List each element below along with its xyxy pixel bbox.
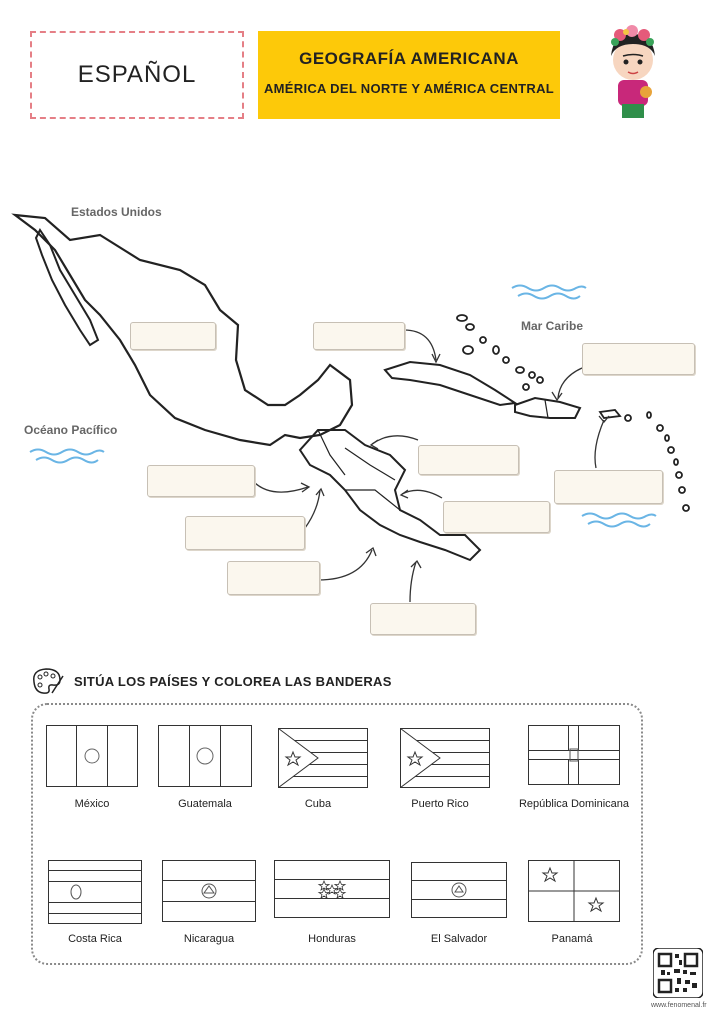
flag-label-puerto-rico: Puerto Rico <box>411 798 469 810</box>
answer-box-el-salvador[interactable] <box>185 516 305 550</box>
puerto-rico-outline <box>600 410 620 418</box>
answer-box-cuba[interactable] <box>313 322 405 350</box>
flag-label-el-salvador: El Salvador <box>430 933 488 945</box>
flag-label-guatemala: Guatemala <box>178 798 232 810</box>
flag-panama[interactable] <box>528 860 620 922</box>
answer-box-costa-rica[interactable] <box>227 561 320 595</box>
language-label: ESPAÑOL <box>30 31 244 119</box>
flag-cuba[interactable] <box>278 728 368 788</box>
page-title: GEOGRAFÍA AMERICANA <box>299 49 519 68</box>
answer-box-panama[interactable] <box>370 603 476 635</box>
flag-label-honduras: Honduras <box>308 933 356 945</box>
flag-costa-rica[interactable] <box>48 860 142 924</box>
answer-box-guatemala[interactable] <box>147 465 255 497</box>
flag-nicaragua[interactable] <box>162 860 256 922</box>
mascot-illustration <box>598 20 668 124</box>
flag-label-costa-rica: Costa Rica <box>68 933 122 945</box>
answer-box-honduras[interactable] <box>418 445 519 475</box>
flag-label-panama: Panamá <box>551 933 593 945</box>
answer-box-puerto-rico[interactable] <box>554 470 663 504</box>
site-url: www.fenomenal.fr <box>651 1002 707 1009</box>
flag-mexico[interactable] <box>46 725 138 787</box>
flag-label-cuba: Cuba <box>304 798 332 810</box>
section-title: SITÚA LOS PAÍSES Y COLOREA LAS BANDERAS <box>74 674 392 689</box>
answer-box-nicaragua[interactable] <box>443 501 550 533</box>
page-subtitle: AMÉRICA DEL NORTE Y AMÉRICA CENTRAL <box>263 81 554 96</box>
flag-puerto-rico[interactable] <box>400 728 490 788</box>
label-estados-unidos: Estados Unidos <box>71 205 162 219</box>
answer-box-republica-dominicana[interactable] <box>582 343 695 375</box>
flag-label-mexico: México <box>74 798 110 810</box>
label-mar-caribe: Mar Caribe <box>521 319 584 333</box>
palette-icon <box>30 666 64 696</box>
flag-label-republica-dominicana: República Dominicana <box>518 798 630 810</box>
answer-box-mexico[interactable] <box>130 322 216 350</box>
cuba-outline <box>385 362 515 405</box>
flag-label-nicaragua: Nicaragua <box>183 933 235 945</box>
baja-outline <box>36 230 98 345</box>
flag-republica-dominicana[interactable] <box>528 725 620 785</box>
label-oceano-pacifico: Océano Pacífico <box>24 423 118 437</box>
flag-honduras[interactable] <box>274 860 390 918</box>
flag-guatemala[interactable] <box>158 725 252 787</box>
map-central-america <box>0 190 723 650</box>
flag-el-salvador[interactable] <box>411 862 507 918</box>
qr-code <box>653 948 703 998</box>
title-banner <box>258 31 560 119</box>
